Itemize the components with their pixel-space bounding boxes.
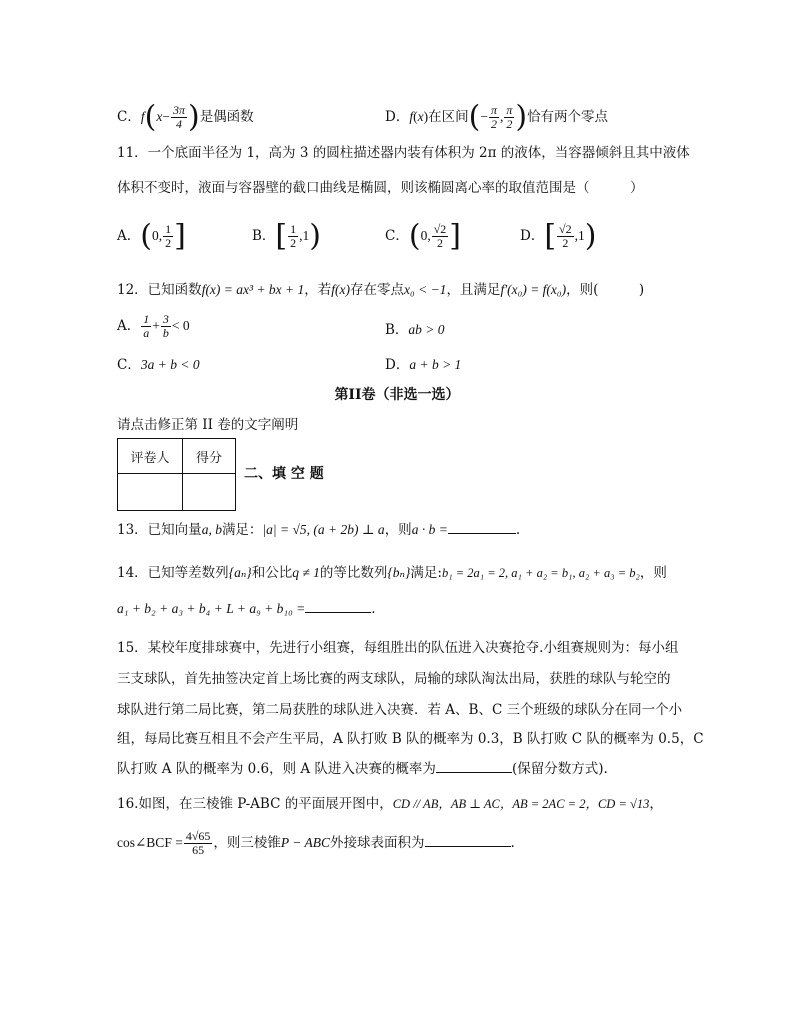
math-expr: {aₙ} [228, 565, 252, 580]
math-expr: a + b > 1 [409, 357, 462, 372]
math-expr: q ≠ 1 [292, 565, 320, 580]
answer-blank[interactable] [436, 758, 512, 773]
math-expr: < 0 [171, 318, 190, 333]
minus-sign: − [162, 109, 170, 124]
q15-line4: 组，每局比赛互相且不会产生平局，A 队打败 B 队的概率为 0.3，B 队打败 C 队的概率为 0.5，C [117, 731, 704, 747]
fraction [432, 223, 449, 249]
stem-text: 16.如图，在三棱锥 P-ABC 的平面展开图中， [117, 796, 393, 812]
option-label: A． [117, 318, 141, 334]
q14-stem-line2 [117, 598, 376, 617]
comma: , [427, 228, 431, 243]
math-expr: x₀ < −1 [404, 282, 447, 297]
stem-text: ，则三棱锥 [213, 835, 281, 851]
stem-text: 的等比数列 [319, 565, 388, 581]
math-expr: {bₙ} [387, 565, 411, 580]
left-paren: ( [144, 99, 157, 135]
stem-text: . [510, 835, 515, 851]
option-label: A． [117, 228, 141, 244]
math-expr: a₁ + b₂ + a₃ + b₄ + L + a₉ + b₁₀ = [117, 601, 306, 616]
option-label: D． [385, 109, 410, 125]
fraction [557, 223, 574, 249]
fraction-num: 1 [290, 222, 297, 237]
var: x [156, 109, 163, 124]
right-paren: ) [187, 99, 200, 135]
q16-line2 [117, 823, 515, 863]
right-bracket: ] [449, 218, 461, 254]
answer-blank[interactable] [425, 832, 511, 847]
var: x [417, 109, 424, 124]
fraction-den: 2 [436, 236, 443, 250]
stem-text: 队打败 A 队的概率为 0.6，则 A 队进入决赛的概率为 [117, 761, 436, 777]
option-text: 恰有两个零点 [527, 109, 609, 125]
stem-text: . [515, 522, 521, 538]
fraction [288, 223, 298, 249]
q10-option-c [117, 100, 254, 134]
stem-text: 外接球表面积为 [330, 835, 425, 851]
fraction-den: 2 [562, 236, 569, 250]
option-label: D． [520, 228, 545, 244]
fraction-den: 65 [192, 843, 205, 857]
q14-stem-line1 [117, 561, 667, 581]
stem-text: (保留分数方式). [511, 761, 608, 777]
fraction-den: 2 [290, 236, 297, 250]
q15-line3: 球队进行第二局比赛，第二局获胜的球队进入决赛．若 A、B、C 三个班级的球队分在同一个小 [117, 702, 683, 718]
left-paren: ( [408, 218, 421, 254]
fraction-den: 4 [175, 117, 182, 131]
fraction [141, 313, 151, 339]
q12-option-c [117, 353, 200, 373]
fraction [504, 104, 514, 130]
math-expr: |a| = √5, (a + 2b) ⊥ a [262, 522, 385, 537]
math-expr: ab > 0 [408, 322, 445, 337]
stem-text: 满足: [410, 565, 442, 581]
option-label: C． [117, 357, 141, 373]
plus-sign: + [152, 318, 160, 333]
score-header: 得分 [183, 439, 236, 474]
fraction-den: 2 [490, 117, 497, 131]
stem-text: ，则( ) [566, 282, 645, 298]
interval-right: 1 [578, 228, 585, 243]
stem-text: . [371, 601, 376, 617]
fraction-num: √2 [433, 222, 447, 237]
option-label: D． [385, 357, 410, 373]
fraction-num: √2 [559, 222, 572, 237]
score-cell[interactable] [183, 474, 236, 511]
q15-line2: 三支球队，首先抽签决定首上场比赛的两支球队，局输的球队淘汰出局，获胜的球队与轮空的 [117, 671, 671, 687]
fraction-num: 3π [172, 103, 185, 118]
fraction-den: a [143, 326, 150, 340]
option-label: C． [385, 228, 409, 244]
option-text: 是偶函数 [199, 109, 254, 125]
q12-option-d [385, 353, 461, 373]
stem-text: 和公比 [251, 565, 293, 581]
comma: , [158, 228, 163, 243]
q11-option-c [385, 218, 461, 254]
func-name: f [409, 109, 414, 124]
q11-option-a [117, 218, 186, 254]
q12-option-a [117, 310, 190, 342]
stem-text: ，则 [384, 522, 412, 538]
fraction-num: 4√65 [185, 829, 211, 844]
q13-stem [117, 518, 520, 538]
q15-line5 [117, 757, 608, 777]
q11-option-b [252, 218, 321, 254]
stem-text: 存在零点 [350, 282, 405, 298]
left-paren: ( [413, 109, 418, 124]
fraction [171, 104, 187, 130]
func-name: f [140, 109, 145, 124]
fraction-den: b [162, 326, 169, 340]
fraction-num: π [490, 103, 497, 118]
stem-text: ，若 [304, 282, 332, 298]
grader-header: 评卷人 [118, 439, 183, 474]
right-bracket: ] [174, 218, 186, 254]
interval-right: 1 [302, 228, 310, 243]
right-paren: ) [423, 109, 429, 124]
math-expr: CD // AB，AB ⊥ AC，AB = 2AC = 2，CD = √13 [392, 797, 650, 811]
option-label: B． [385, 322, 409, 338]
left-bracket: [ [544, 218, 557, 254]
left-bracket: [ [275, 218, 288, 254]
math-expr: P − ABC [280, 835, 331, 850]
section-title: 第II卷（非选一选） [334, 387, 460, 403]
option-text: 在区间 [428, 109, 469, 125]
q11-stem-line2: 体积不变时，液面与容器壁的截口曲线是椭圆，则该椭圆离心率的取值范围是（ ） [117, 180, 644, 196]
fraction [489, 104, 499, 130]
math-expr: a, b [201, 522, 222, 537]
q11-option-d [520, 218, 596, 254]
comma: , [499, 109, 504, 124]
math-expr: f′(x₀) = f(x₀) [500, 282, 567, 297]
q12-stem [117, 278, 644, 298]
q11-stem-line1: 11．一个底面半径为 1，高为 3 的圆柱描述器内装有体积为 2π 的液体，当容器倾斜且其中液体 [117, 145, 690, 161]
stem-text: ，则 [639, 565, 667, 581]
interval-left: 0 [420, 228, 428, 243]
fraction-den: 2 [165, 236, 172, 250]
math-expr: b₁ = 2a₁ = 2, a₁ + a₂ = b₁, a₂ + a₃ = b₂ [441, 566, 640, 580]
right-paren: ) [584, 218, 597, 254]
stem-text: 12．已知函数 [117, 282, 202, 298]
option-label: B． [252, 228, 276, 244]
stem-text: 14．已知等差数列 [117, 565, 229, 581]
stem-text: ，且满足 [446, 282, 501, 298]
q10-option-d [385, 100, 608, 134]
comma: , [299, 228, 303, 243]
fraction-num: 1 [165, 222, 172, 237]
fraction-num: π [506, 103, 513, 118]
q15-line1: 15．某校年度排球赛中，先进行小组赛，每组胜出的队伍进入决赛抢夺.小组赛规则为：每小组 [117, 640, 679, 656]
fraction [184, 830, 213, 856]
stem-text: 满足： [221, 522, 263, 538]
math-expr: 3a + b < 0 [140, 357, 200, 372]
fraction [161, 313, 171, 339]
fraction-num: 3 [162, 312, 169, 327]
left-paren: ( [468, 99, 481, 135]
section-note: 请点击修正第 II 卷的文字阐明 [117, 417, 299, 433]
fraction-den: 2 [506, 117, 513, 131]
fraction [163, 223, 173, 249]
grade-table [117, 438, 236, 511]
stem-text: 13．已知向量 [117, 522, 202, 538]
answer-blank[interactable] [448, 519, 516, 534]
left-paren: ( [140, 218, 152, 254]
right-paren: ) [515, 99, 528, 135]
comma: , [574, 228, 579, 243]
math-expr: f(x) = ax³ + bx + 1 [201, 282, 305, 297]
option-label: C． [117, 109, 141, 125]
right-paren: ) [309, 218, 321, 254]
q16-line1 [117, 792, 663, 812]
fraction-num: 1 [143, 312, 150, 327]
math-expr: a · b = [411, 522, 448, 537]
math-expr: f(x) [331, 282, 351, 297]
minus-sign: − [480, 109, 488, 124]
grader-cell[interactable] [118, 474, 183, 511]
interval-left: 0 [151, 228, 159, 243]
stem-text: ， [649, 796, 663, 812]
math-expr: cos∠BCF = [117, 835, 183, 850]
answer-blank[interactable] [305, 598, 371, 613]
section-heading: 二、填 空 题 [244, 466, 324, 482]
q12-option-b [385, 318, 445, 338]
